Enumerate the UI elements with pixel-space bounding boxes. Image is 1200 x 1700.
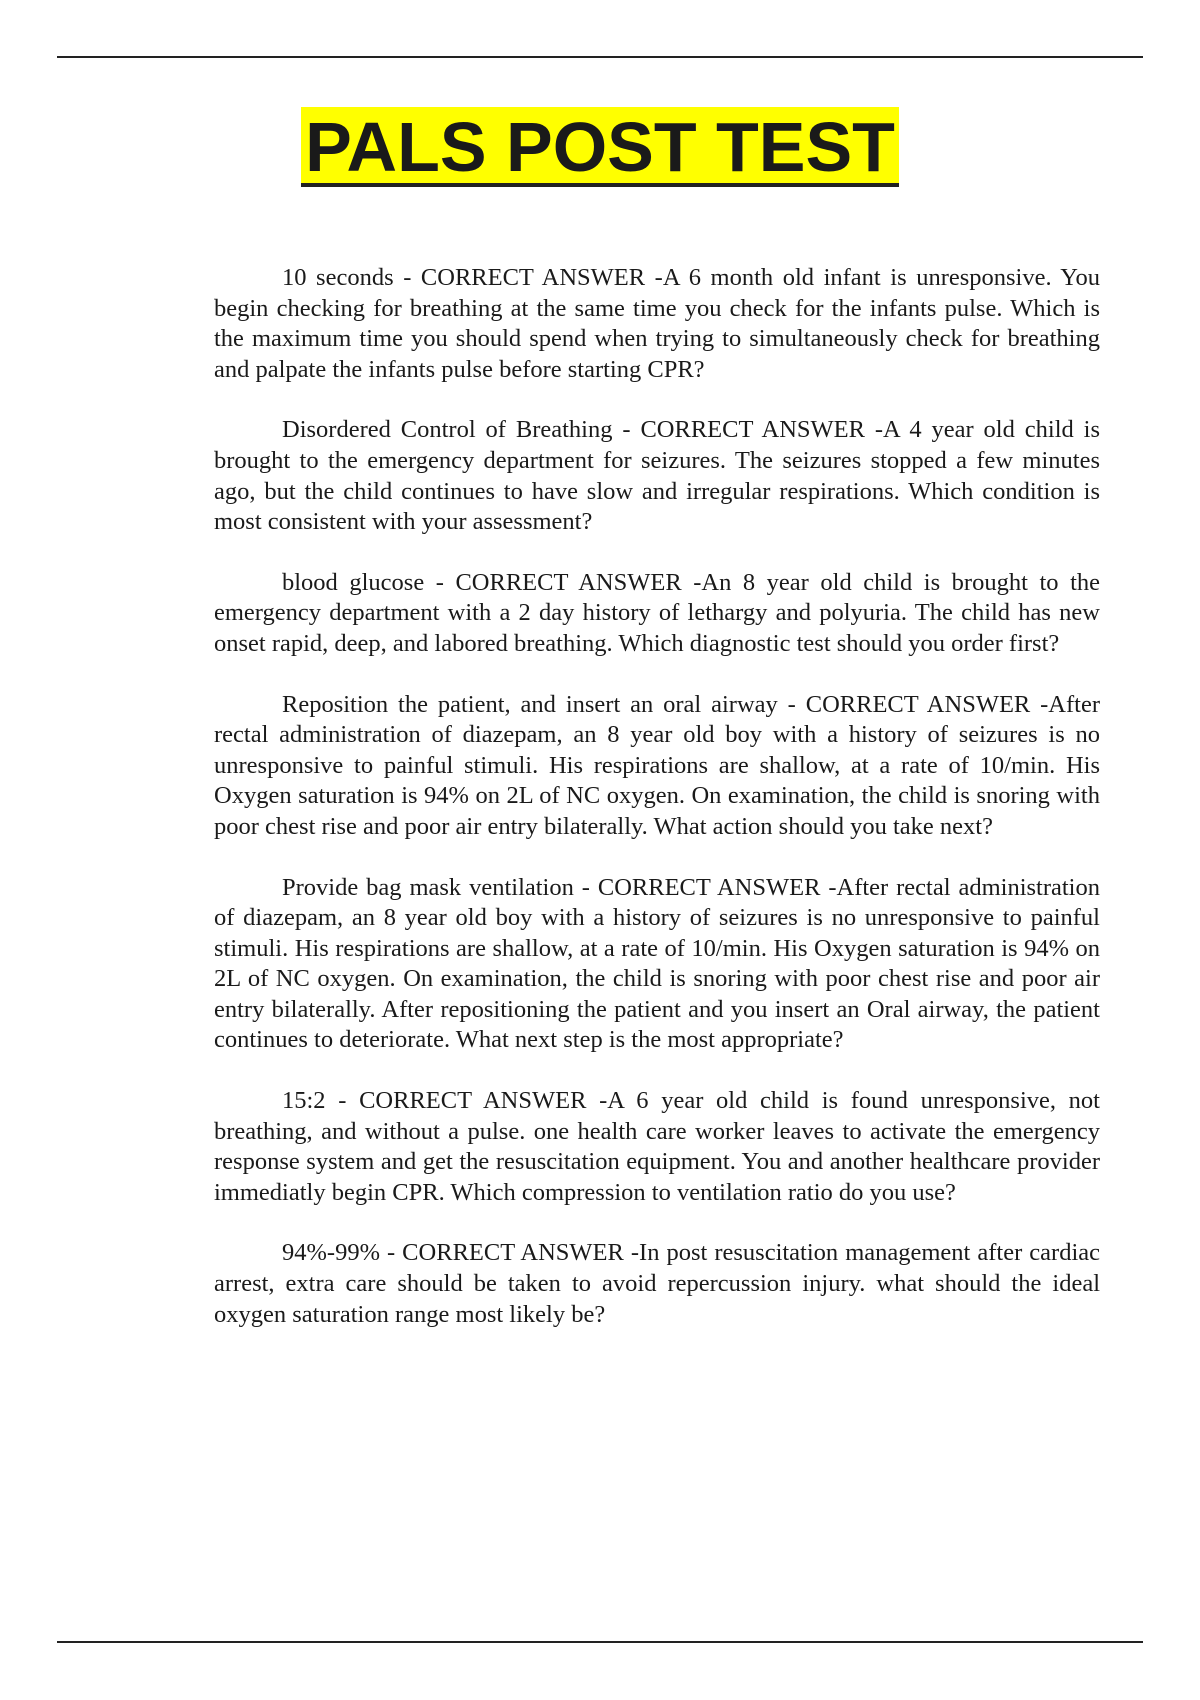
qa-item-3: blood glucose - CORRECT ANSWER -An 8 year old child is brought to the emergency department with a 2 day history of lethargy and polyuria. The child has new onset rapid, deep, and labored breathing. Which diagnostic test should you order first? <box>214 568 1100 657</box>
qa-item-2: Disordered Control of Breathing - CORRECT ANSWER -A 4 year old child is brought to the emergency department for seizures. The seizures stopped a few minutes ago, but the child continues to have slow and irregular respirations. Which condition is most consistent with your assessment? <box>214 416 1100 536</box>
qa-item-5: Provide bag mask ventilation - CORRECT ANSWER -After rectal administration of diazepam, an 8 year old boy with a history of seizures is no unresponsive to painful stimuli. His respirations are shallow, at a rate of 10/min. His Oxygen saturation is 94% on 2L of NC oxygen. On examination, the child is snoring with poor chest rise and poor air entry bilaterally. After repositioning the patient and you insert an Oral airway, the patient continues to deteriorate. What next step is the most appropriate? <box>214 873 1100 1054</box>
title-block <box>0 107 1200 187</box>
header-rule <box>57 56 1143 58</box>
page-title: PALS POST TEST <box>301 107 899 187</box>
qa-item-4: Reposition the patient, and insert an oral airway - CORRECT ANSWER -After rectal administration of diazepam, an 8 year old boy with a history of seizures is no unresponsive to painful stimuli. His respirations are shallow, at a rate of 10/min. His Oxygen saturation is 94% on 2L of NC oxygen. On examination, the child is snoring with poor chest rise and poor air entry bilaterally. What action should you take next? <box>214 690 1100 840</box>
question-list <box>214 263 1100 1360</box>
qa-item-6: 15:2 - CORRECT ANSWER -A 6 year old child is found unresponsive, not breathing, and without a pulse. one health care worker leaves to activate the emergency response system and get the resuscitation equipment. You and another healthcare provider immediatly begin CPR. Which compression to ventilation ratio do you use? <box>214 1087 1100 1206</box>
qa-item-7: 94%-99% - CORRECT ANSWER -In post resuscitation management after cardiac arrest, extra care should be taken to avoid repercussion injury. what should the ideal oxygen saturation range most likely be? <box>214 1239 1100 1328</box>
footer-rule <box>57 1641 1143 1643</box>
qa-item-1: 10 seconds - CORRECT ANSWER -A 6 month old infant is unresponsive. You begin checking for breathing at the same time you check for the infants pulse. Which is the maximum time you should spend when trying to simultaneously check for breathing and palpate the infants pulse before starting CPR? <box>214 264 1100 383</box>
